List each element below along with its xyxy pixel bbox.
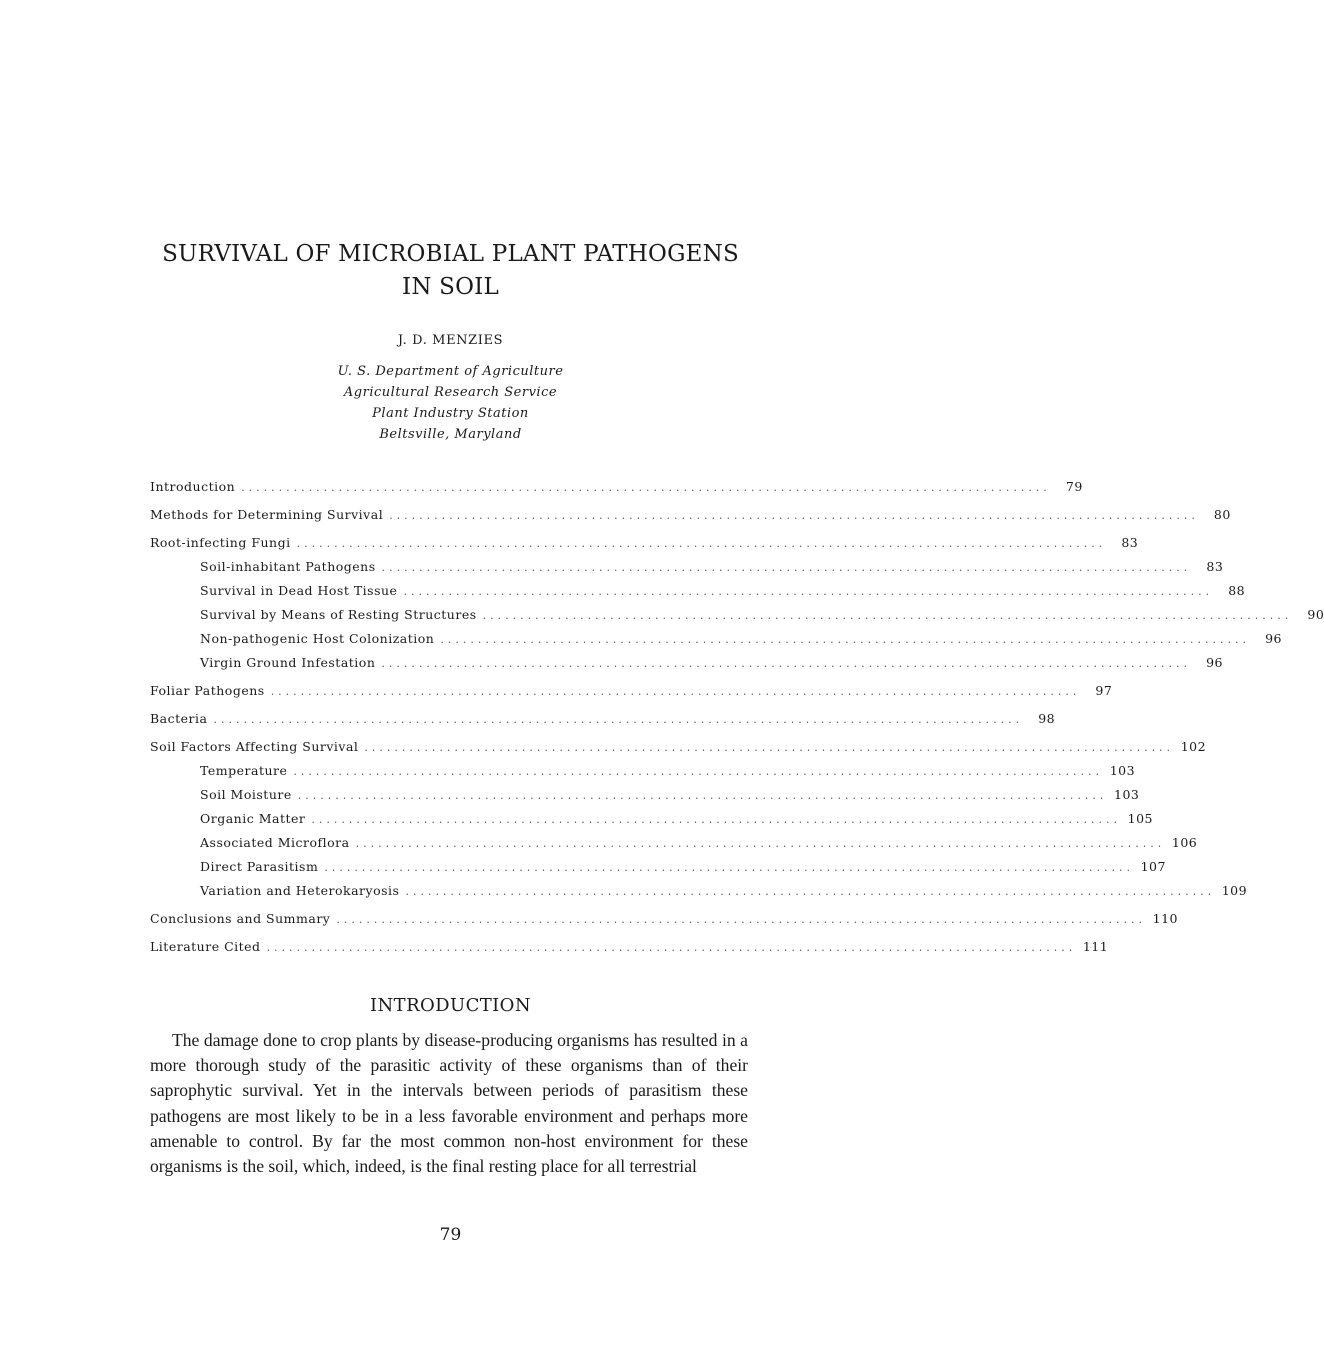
toc-leader-dots: ............................................................................................................ (355, 837, 1166, 850)
toc-leader-dots: ............................................................................................................ (311, 813, 1122, 826)
toc-entry-label: Root-infecting Fungi (150, 535, 291, 550)
toc-leader-dots: ............................................................................................................ (296, 537, 1107, 550)
toc-entry-page: 110 (1152, 911, 1178, 926)
toc-entry-label: Foliar Pathogens (150, 683, 265, 698)
toc-subentry (150, 581, 1246, 605)
toc-entry-page: 83 (1121, 535, 1139, 550)
toc-entry-label: Organic Matter (200, 811, 306, 826)
toc-entry (150, 709, 1056, 733)
affiliation-line: Plant Industry Station (372, 406, 529, 421)
toc-leader-dots: ............................................................................................................ (336, 913, 1146, 926)
toc-entry-label: Survival in Dead Host Tissue (200, 583, 398, 598)
affiliation-line: U. S. Department of Agriculture (337, 364, 564, 379)
toc-leader-dots: ............................................................................................................ (381, 561, 1192, 574)
toc-entry (150, 681, 1113, 705)
toc-entry-page: 96 (1206, 655, 1224, 670)
toc-entry-label: Virgin Ground Infestation (200, 655, 376, 670)
toc-entry-label: Direct Parasitism (200, 859, 319, 874)
toc-entry-label: Associated Microflora (200, 835, 350, 850)
toc-subentry (150, 629, 1282, 653)
toc-entry-label: Conclusions and Summary (150, 911, 331, 926)
toc-leader-dots: ............................................................................................................ (213, 713, 1024, 726)
toc-entry-page: 102 (1180, 739, 1207, 754)
toc-leader-dots: ............................................................................................................ (270, 685, 1081, 698)
section-heading-introduction: INTRODUCTION (370, 995, 531, 1016)
page-number: 79 (439, 1225, 462, 1245)
toc-entry-label: Temperature (200, 763, 288, 778)
toc-entry-page: 97 (1095, 683, 1113, 698)
toc-leader-dots: ............................................................................................................ (241, 481, 1051, 494)
toc-entry-page: 103 (1109, 763, 1136, 778)
toc-entry-label: Introduction (150, 479, 236, 494)
toc-entry-page: 83 (1206, 559, 1224, 574)
toc-entry (150, 737, 1207, 761)
affiliation-line: Beltsville, Maryland (379, 427, 522, 442)
toc-leader-dots: ............................................................................................................ (297, 789, 1108, 802)
toc-leader-dots: ............................................................................................................ (293, 765, 1104, 778)
table-of-contents (150, 477, 1324, 961)
toc-entry (150, 909, 1178, 933)
toc-entry-page: 79 (1065, 479, 1083, 494)
toc-subentry (150, 557, 1224, 581)
toc-subentry (150, 809, 1154, 833)
toc-entry-page: 80 (1213, 507, 1231, 522)
toc-subentry (150, 761, 1136, 785)
toc-subentry (150, 857, 1166, 881)
affiliation-line: Agricultural Research Service (343, 385, 558, 400)
toc-entry-page: 90 (1307, 607, 1324, 622)
toc-leader-dots: ............................................................................................................ (482, 609, 1293, 622)
article-title (0, 238, 901, 304)
toc-subentry (150, 605, 1324, 629)
article-title-line-1: SURVIVAL OF MICROBIAL PLANT PATHOGENS (162, 241, 739, 267)
toc-entry-page: 98 (1038, 711, 1056, 726)
toc-entry (150, 937, 1109, 961)
toc-entry-label: Bacteria (150, 711, 208, 726)
toc-leader-dots: ............................................................................................................ (440, 633, 1250, 646)
toc-entry-page: 111 (1082, 939, 1109, 954)
toc-entry-label: Survival by Means of Resting Structures (200, 607, 477, 622)
toc-entry-page: 109 (1221, 883, 1248, 898)
toc-leader-dots: ............................................................................................................ (403, 585, 1214, 598)
author-name: J. D. MENZIES (397, 333, 504, 348)
toc-entry-label: Soil-inhabitant Pathogens (200, 559, 376, 574)
toc-subentry (150, 881, 1248, 905)
toc-entry-label: Non-pathogenic Host Colonization (200, 631, 435, 646)
toc-entry-label: Literature Cited (150, 939, 261, 954)
toc-entry (150, 505, 1231, 529)
introduction-paragraph: The damage done to crop plants by disease-producing organisms has resulted in a more thorough study of the parasitic activity of these organisms than of their saprophytic survival. Yet in the intervals between periods of parasitism these pathogens are most likely to be in a less favorable environment and perhaps more amenable to control. By far the most common non-host environment for these organisms is the soil, which, indeed, is the final resting place for all terrestrial (150, 1030, 748, 1177)
toc-entry-page: 88 (1228, 583, 1246, 598)
toc-entry-page: 96 (1265, 631, 1282, 646)
toc-leader-dots: ............................................................................................................ (324, 861, 1134, 874)
toc-entry-page: 107 (1140, 859, 1166, 874)
toc-entry-page: 106 (1171, 835, 1198, 850)
toc-leader-dots: ............................................................................................................ (364, 741, 1175, 754)
author-affiliation (0, 361, 901, 445)
toc-leader-dots: ............................................................................................................ (405, 885, 1216, 898)
article-title-line-2: IN SOIL (402, 274, 499, 300)
toc-leader-dots: ............................................................................................................ (266, 941, 1077, 954)
toc-entry-label: Variation and Heterokaryosis (200, 883, 400, 898)
toc-subentry (150, 785, 1140, 809)
toc-entry-page: 105 (1127, 811, 1154, 826)
toc-subentry (150, 833, 1198, 857)
toc-entry (150, 477, 1083, 501)
toc-entry (150, 533, 1139, 557)
toc-subentry (150, 653, 1224, 677)
toc-entry-page: 103 (1114, 787, 1140, 802)
toc-entry-label: Soil Factors Affecting Survival (150, 739, 359, 754)
toc-leader-dots: ............................................................................................................ (389, 509, 1199, 522)
toc-entry-label: Soil Moisture (200, 787, 292, 802)
toc-entry-label: Methods for Determining Survival (150, 507, 384, 522)
toc-leader-dots: ............................................................................................................ (381, 657, 1192, 670)
